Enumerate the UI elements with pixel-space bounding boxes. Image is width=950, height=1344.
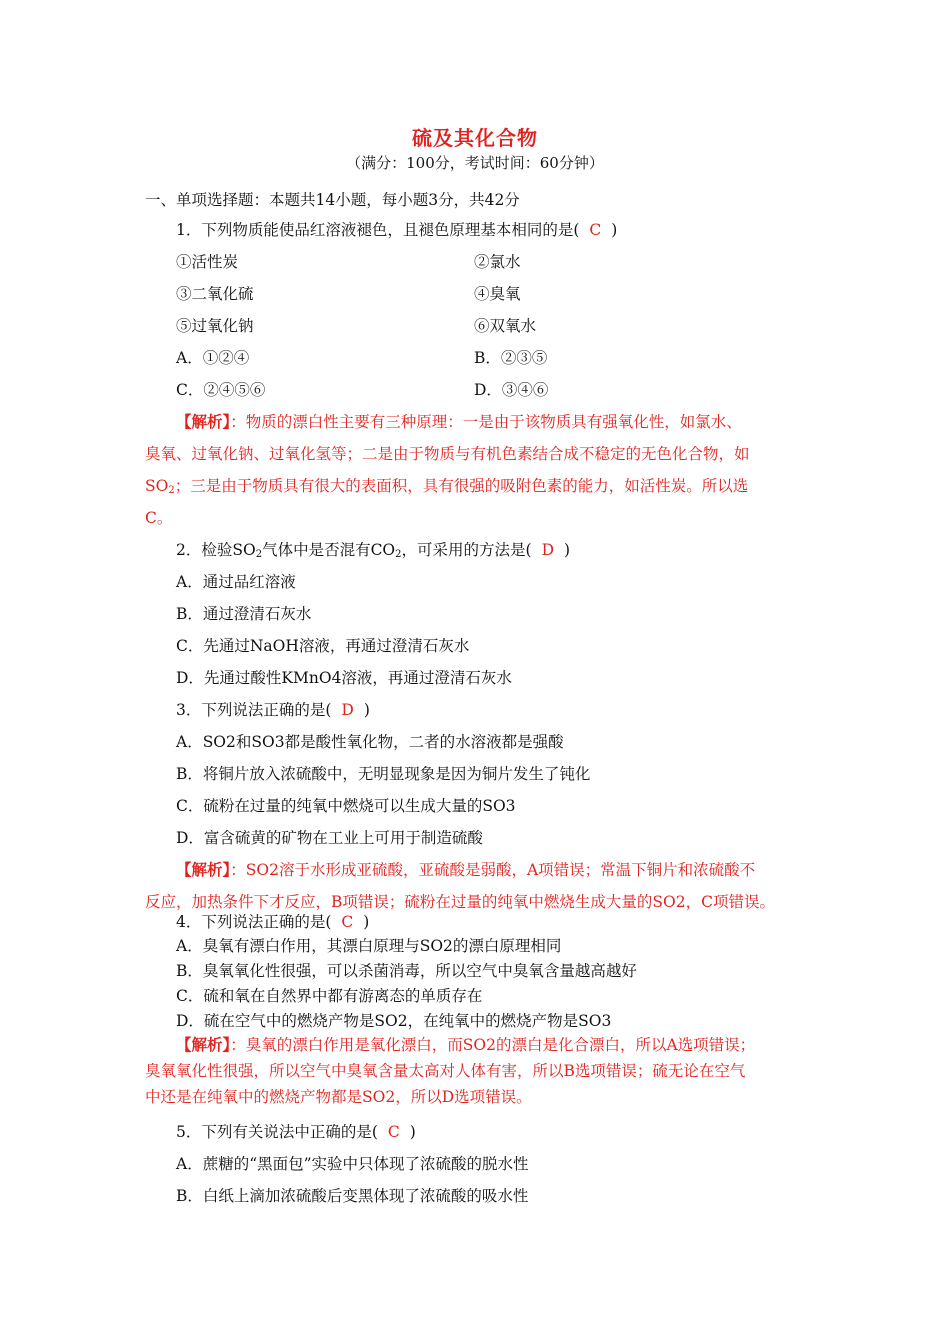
- question-3-answer: D: [341, 701, 354, 719]
- q1-explanation: 【解析】：物质的漂白性主要有三种原理：一是由于该物质具有强氧化性，如氯水、 臭氧、过氧化钠、过氧化氢等；二是由于物质与有机色素结合成不稳定的无色化合物，如 $SO_2$；三是由于物质具有很大的表面积，具有很强的吸附色素的能力，如活性炭。所以选 C。: [145, 412, 750, 527]
- q1-item: ⑥双氧水: [474, 317, 537, 335]
- q1-item: ①活性炭: [176, 253, 239, 271]
- q3-option-a: A．SO2和SO3都是酸性氧化物，二者的水溶液都是强酸: [176, 733, 564, 751]
- q4-option-b: B．臭氧氧化性很强，可以杀菌消毒，所以空气中臭氧含量越高越好: [176, 962, 637, 980]
- q3-explanation: 【解析】：SO2溶于水形成亚硫酸，亚硫酸是弱酸，A项错误；常温下铜片和浓硫酸不 反应，加热条件下才反应，B项错误；硫粉在过量的纯氧中燃烧生成大量的SO2，C项错误。: [145, 860, 775, 911]
- exam-info: （满分：100分，考试时间：60分钟）: [346, 154, 604, 172]
- question-3-stem: 3．下列说法正确的是( D ): [176, 701, 370, 719]
- q2-option-a: A．通过品红溶液: [176, 573, 296, 591]
- q3-option-b: B．将铜片放入浓硫酸中，无明显现象是因为铜片发生了钝化: [176, 765, 591, 783]
- q2-option-c: C．先通过NaOH溶液，再通过澄清石灰水: [176, 637, 470, 655]
- q1-option-c: C．②④⑤⑥: [176, 381, 266, 399]
- q1-item: ⑤过氧化钠: [176, 317, 254, 335]
- q4-explanation: 【解析】：臭氧的漂白作用是氧化漂白，而SO2的漂白是化合漂白，所以A选项错误； 臭氧氧化性很强，所以空气中臭氧含量太高对人体有害，所以B选项错误；硫无论在空气 中还是在纯氧中的燃烧产物都是SO2，所以D选项错误。: [145, 1035, 756, 1106]
- question-5-stem: 5．下列有关说法中正确的是( C ): [176, 1123, 416, 1141]
- q3-option-c: C．硫粉在过量的纯氧中燃烧可以生成大量的SO3: [176, 797, 516, 815]
- question-4-answer: C: [341, 913, 354, 931]
- q1-item: ②氯水: [474, 253, 521, 271]
- page-title: 硫及其化合物: [412, 126, 538, 150]
- q1-item: ④臭氧: [474, 285, 521, 303]
- q3-option-d: D．富含硫黄的矿物在工业上可用于制造硫酸: [176, 829, 483, 847]
- q1-option-a: A．①②④: [176, 349, 250, 367]
- explanation-tag: 【解析】: [176, 860, 231, 879]
- question-1-answer: C: [589, 221, 602, 239]
- explanation-tag: 【解析】: [176, 412, 231, 431]
- q2-option-d: D．先通过酸性KMnO4溶液，再通过澄清石灰水: [176, 669, 512, 687]
- q2-option-b: B．通过澄清石灰水: [176, 605, 312, 623]
- question-1-stem: 1．下列物质能使品红溶液褪色，且褪色原理基本相同的是( C ): [176, 221, 618, 239]
- q5-option-b: B．白纸上滴加浓硫酸后变黑体现了浓硫酸的吸水性: [176, 1187, 529, 1205]
- section-heading: 一、单项选择题：本题共14小题，每小题3分，共42分: [145, 191, 520, 209]
- q4-option-d: D．硫在空气中的燃烧产物是SO2，在纯氧中的燃烧产物是SO3: [176, 1012, 612, 1030]
- q1-option-d: D．③④⑥: [474, 381, 549, 399]
- question-5-answer: C: [387, 1123, 400, 1141]
- question-4-stem: 4．下列说法正确的是( C ): [176, 913, 370, 931]
- question-2-stem: 2．检验$SO_2$气体中是否混有$CO_2$，可采用的方法是( D ): [176, 541, 571, 560]
- q4-option-a: A．臭氧有漂白作用，其漂白原理与SO2的漂白原理相同: [176, 937, 562, 955]
- question-2-answer: D: [541, 541, 555, 559]
- q1-option-b: B．②③⑤: [474, 349, 548, 367]
- q5-option-a: A．蔗糖的“黑面包”实验中只体现了浓硫酸的脱水性: [176, 1155, 529, 1173]
- q4-option-c: C．硫和氧在自然界中都有游离态的单质存在: [176, 987, 483, 1005]
- q1-item: ③二氧化硫: [176, 285, 254, 303]
- explanation-tag: 【解析】: [176, 1035, 231, 1054]
